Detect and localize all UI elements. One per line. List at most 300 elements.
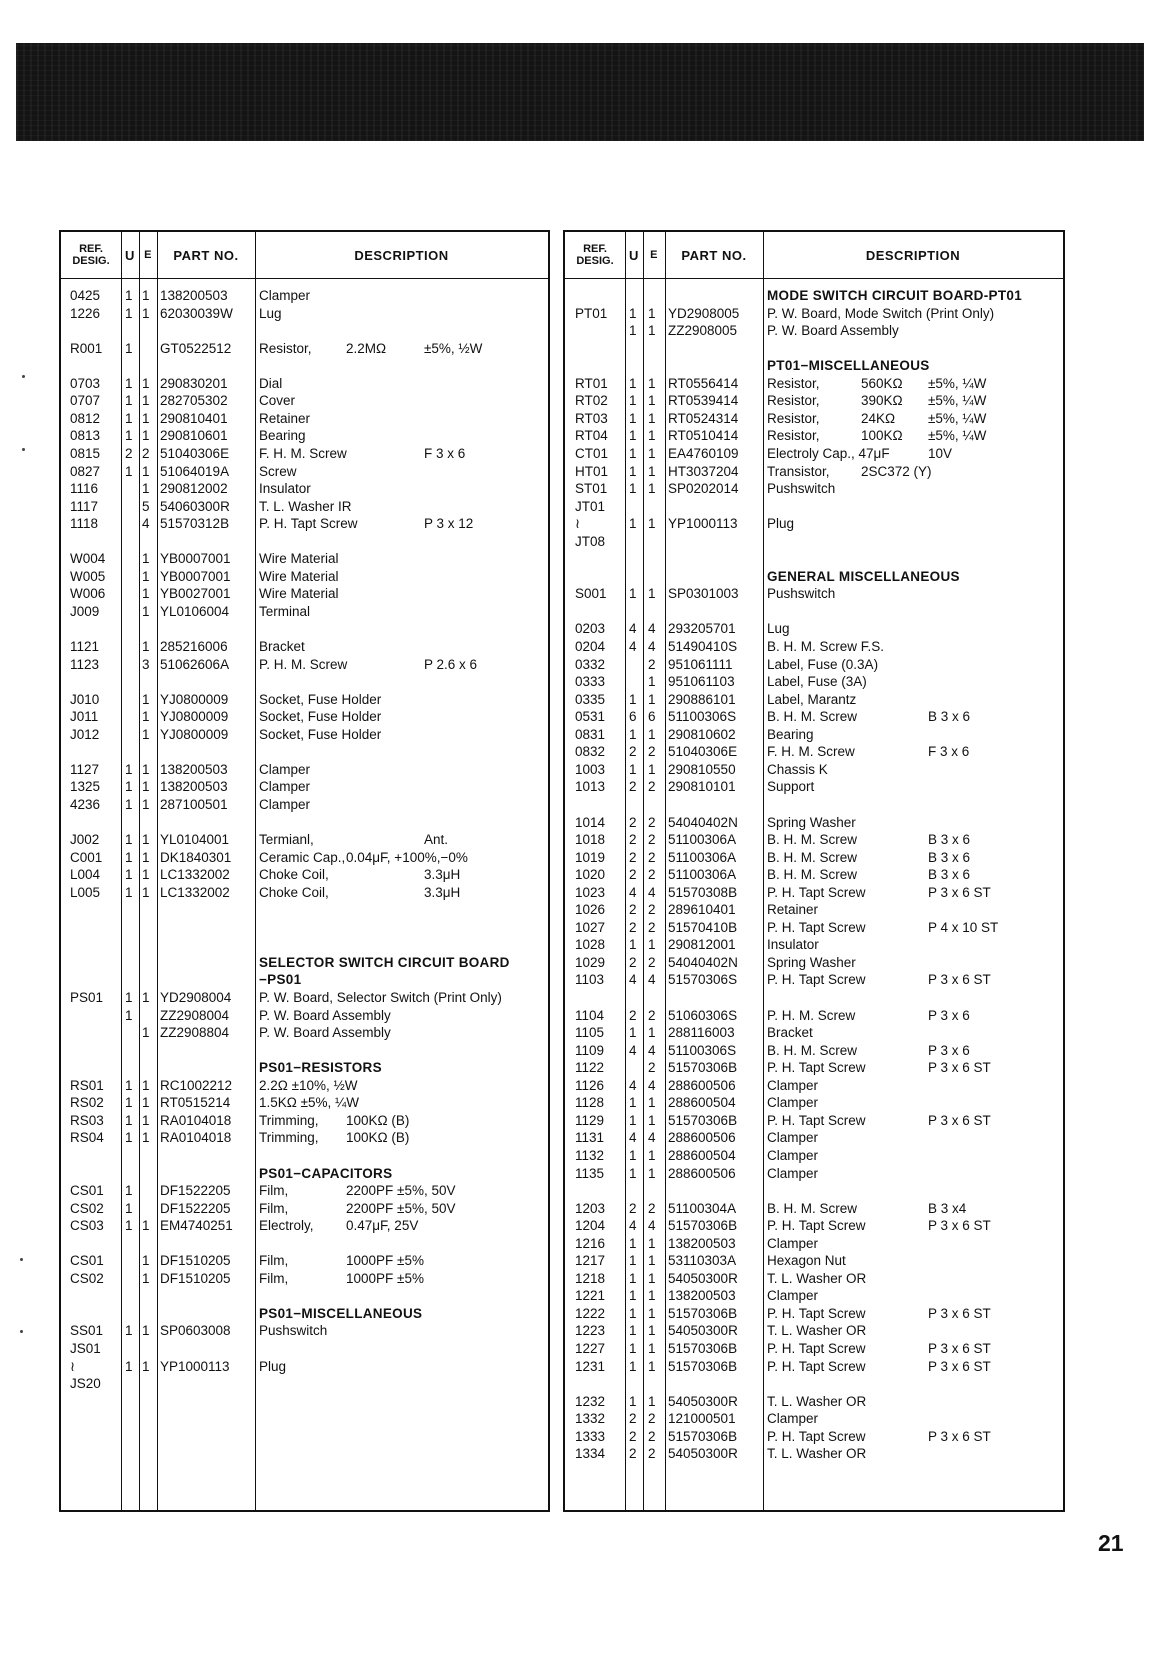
e-qty: 1: [142, 761, 150, 777]
description: Choke Coil,: [259, 884, 329, 900]
u-qty: 1: [629, 375, 637, 391]
u-qty: 2: [629, 902, 637, 918]
parts-row: [565, 778, 1063, 796]
part-number: 51060306S: [668, 1007, 738, 1023]
u-qty: 1: [125, 1130, 133, 1146]
e-qty: 1: [142, 1270, 150, 1286]
parts-row: [565, 305, 1063, 323]
parts-row: [61, 1094, 548, 1112]
u-qty: 2: [629, 832, 637, 848]
ref-desig: J012: [70, 726, 100, 742]
u-qty: 4: [629, 639, 637, 654]
parts-row: [61, 866, 548, 884]
ref-desig: 1217: [575, 1253, 606, 1269]
part-number: 51570306B: [668, 1341, 738, 1356]
description-value: 100KΩ (B): [346, 1112, 410, 1128]
part-number: 51570306S: [668, 972, 738, 988]
ref-desig: 1018: [575, 832, 606, 848]
ref-desig: 0203: [575, 621, 606, 637]
u-qty: 1: [125, 867, 133, 883]
e-qty: 1: [142, 586, 150, 602]
u-qty: 1: [629, 463, 637, 479]
section-heading: [61, 954, 548, 972]
ref-desig: W004: [70, 551, 106, 567]
e-qty: 4: [648, 972, 656, 988]
part-number: 51100306A: [668, 849, 737, 865]
ref-desig: PT01: [575, 305, 608, 321]
parts-row: [565, 585, 1063, 603]
parts-row: [565, 1340, 1063, 1358]
parts-row: [565, 708, 1063, 726]
u-qty: 1: [629, 1165, 637, 1181]
part-number: YP1000113: [668, 516, 738, 532]
parts-row: [61, 568, 548, 586]
parts-row: [565, 971, 1063, 989]
e-qty: 1: [648, 428, 656, 444]
part-number: 288600504: [668, 1095, 736, 1111]
description: Clamper: [259, 761, 311, 777]
e-qty: 1: [648, 445, 656, 461]
e-qty: 1: [142, 691, 150, 707]
part-number: 51062606A: [160, 656, 230, 672]
part-number: 288600506: [668, 1077, 736, 1093]
part-number: 285216006: [160, 639, 228, 654]
ref-desig: ST01: [575, 481, 608, 497]
ref-desig: 0812: [70, 410, 101, 426]
e-qty: 2: [648, 1007, 656, 1023]
ref-desig: 0815: [70, 445, 101, 461]
ref-desig: L005: [70, 884, 101, 900]
parts-row: [565, 1165, 1063, 1183]
u-qty: 1: [629, 516, 637, 532]
parts-row: [565, 533, 1063, 551]
description-spec: ±5%, ¼W: [928, 410, 987, 426]
description: Plug: [767, 516, 795, 532]
e-qty: 1: [648, 1393, 656, 1409]
e-qty: 3: [142, 656, 150, 672]
margin-mark: [20, 1330, 23, 1333]
u-qty: 2: [629, 1007, 637, 1023]
description: Terminal: [259, 603, 311, 619]
ref-desig: 1127: [70, 761, 100, 777]
description: Film,: [259, 1253, 289, 1269]
e-qty: 1: [648, 1095, 656, 1111]
description: Ceramic Cap.,: [259, 849, 346, 865]
margin-mark: [20, 1258, 23, 1261]
ref-desig: 1129: [575, 1112, 605, 1128]
part-number: SP0603008: [160, 1323, 231, 1339]
u-qty: 1: [629, 305, 637, 321]
part-number: 287100501: [160, 796, 228, 812]
description: Trimming,: [259, 1130, 319, 1146]
description-spec: B 3 x 6: [928, 849, 971, 865]
u-qty: 2: [629, 1200, 637, 1216]
u-qty: 1: [629, 937, 637, 953]
parts-row: [565, 375, 1063, 393]
description: Dial: [259, 375, 283, 391]
parts-row: [565, 1007, 1063, 1025]
e-qty: 4: [648, 1130, 656, 1146]
description-spec: P 2.6 x 6: [424, 656, 478, 672]
description: Socket, Fuse Holder: [259, 709, 382, 725]
parts-row: [565, 1270, 1063, 1288]
description: T. L. Washer OR: [767, 1446, 867, 1462]
u-qty: 1: [125, 393, 133, 409]
description-spec: B 3 x 6: [928, 709, 971, 725]
e-qty: 1: [648, 1341, 656, 1356]
parts-row: [61, 638, 548, 656]
e-qty: 2: [648, 744, 656, 760]
part-no-header: PART NO.: [681, 247, 747, 263]
e-qty: 1: [648, 674, 656, 690]
part-number: 290810550: [668, 761, 736, 777]
description: Insulator: [767, 937, 819, 953]
description: P. H. Tapt Screw: [767, 1112, 866, 1128]
part-number: 288600504: [668, 1147, 736, 1163]
ref-desig: JT08: [575, 533, 606, 549]
description: P. H. Tapt Screw: [767, 1060, 866, 1076]
u-qty: 1: [125, 288, 133, 303]
parts-row: [565, 392, 1063, 410]
ref-desig: 1104: [575, 1007, 605, 1023]
parts-row: [565, 620, 1063, 638]
ref-desig: RT03: [575, 410, 608, 426]
description-value: 100KΩ: [861, 428, 903, 444]
u-qty: 1: [629, 1358, 637, 1374]
part-number: 51570306B: [668, 1358, 738, 1374]
e-qty: 1: [648, 1025, 656, 1041]
parts-row: [565, 936, 1063, 954]
description: Wire Material: [259, 586, 339, 602]
ref-desig: L004: [70, 867, 101, 883]
parts-row: [61, 392, 548, 410]
u-qty: 1: [125, 1183, 133, 1199]
e-qty: 1: [648, 323, 656, 339]
e-qty: 1: [648, 1270, 656, 1286]
parts-row: [565, 814, 1063, 832]
parts-row: [565, 427, 1063, 445]
u-qty: 4: [629, 972, 637, 988]
description-value: 1000PF ±5%: [346, 1253, 424, 1269]
part-number: DF1522205: [160, 1200, 231, 1216]
description: B. H. M. Screw: [767, 709, 858, 725]
description: B. H. M. Screw: [767, 832, 858, 848]
e-qty: 1: [648, 463, 656, 479]
part-number: 290812002: [160, 481, 228, 497]
e-header: E: [144, 249, 152, 261]
description: Trimming,: [259, 1112, 319, 1128]
parts-row: [61, 1252, 548, 1270]
e-qty: 1: [648, 1358, 656, 1374]
e-qty: 1: [142, 463, 150, 479]
section-heading: [61, 971, 548, 989]
part-number: RT0556414: [668, 375, 739, 391]
ref-desig: CS01: [70, 1183, 104, 1199]
part-number: 951061111: [668, 656, 733, 672]
part-number: 54040402N: [668, 814, 738, 830]
ref-desig: RS03: [70, 1112, 104, 1128]
part-number: 51100306S: [668, 709, 737, 725]
part-number: DK1840301: [160, 849, 232, 865]
description: Hexagon Nut: [767, 1253, 846, 1269]
description: Cover: [259, 393, 296, 409]
parts-row: [565, 410, 1063, 428]
parts-row: [61, 691, 548, 709]
description: P. W. Board Assembly: [767, 323, 899, 339]
u-qty: 1: [629, 1270, 637, 1286]
e-qty: 1: [142, 375, 150, 391]
parts-row: [61, 1322, 548, 1340]
section-title: MODE SWITCH CIRCUIT BOARD-PT01: [767, 288, 1022, 303]
e-qty: 4: [648, 1042, 656, 1058]
ref-desig: 1203: [575, 1200, 606, 1216]
description: P. H. Tapt Screw: [767, 972, 866, 988]
ref-desig: 1218: [575, 1270, 606, 1286]
e-qty: 2: [648, 919, 656, 935]
description-value: 390KΩ: [861, 393, 903, 409]
part-number: 51570306B: [668, 1428, 738, 1444]
part-number: YB0007001: [160, 551, 231, 567]
part-number: 138200503: [160, 761, 228, 777]
parts-row: [565, 1305, 1063, 1323]
u-qty: 1: [629, 1393, 637, 1409]
parts-row: [61, 305, 548, 323]
e-qty: 6: [648, 709, 656, 725]
parts-row: [61, 831, 548, 849]
part-number: 293205701: [668, 621, 736, 637]
part-number: 289610401: [668, 902, 736, 918]
part-number: SP0202014: [668, 481, 739, 497]
description: P. W. Board, Selector Switch (Print Only): [259, 990, 502, 1005]
u-qty: 1: [629, 1288, 637, 1304]
u-qty: 1: [629, 481, 637, 497]
ref-desig: RT02: [575, 393, 608, 409]
part-number: 121000501: [668, 1411, 736, 1427]
parts-row: [61, 340, 548, 358]
ref-desig: 1227: [575, 1341, 606, 1356]
e-qty: 1: [142, 1095, 150, 1111]
description-spec: F 3 x 6: [424, 445, 466, 461]
e-qty: 2: [648, 779, 656, 795]
e-qty: 1: [142, 796, 150, 812]
ref-desig: CS02: [70, 1270, 104, 1286]
ref-desig: 1334: [575, 1446, 606, 1462]
parts-row: [61, 726, 548, 744]
e-qty: 2: [648, 1200, 656, 1216]
description: Lug: [259, 305, 282, 321]
description-spec: ±5%, ¼W: [928, 428, 987, 444]
description: T. L. Washer OR: [767, 1323, 867, 1339]
description-spec: P 3 x 6 ST: [928, 1218, 991, 1234]
ref-desig: 1333: [575, 1428, 606, 1444]
parts-row: [61, 1007, 548, 1025]
description-spec: P 3 x 6 ST: [928, 1358, 991, 1374]
ref-desig-header: REF. DESIG.: [72, 243, 110, 267]
e-qty: 2: [648, 849, 656, 865]
u-header: U: [125, 247, 135, 263]
ref-desig: RS04: [70, 1130, 104, 1146]
description-spec: P 3 x 6 ST: [928, 1305, 991, 1321]
parts-row: [565, 901, 1063, 919]
ref-desig: 0813: [70, 428, 101, 444]
e-qty: 1: [648, 691, 656, 707]
part-no-header: PART NO.: [173, 247, 239, 263]
description: B. H. M. Screw F.S.: [767, 639, 885, 654]
parts-row: [565, 1077, 1063, 1095]
ref-desig: 1128: [575, 1095, 605, 1111]
description: Socket, Fuse Holder: [259, 726, 382, 742]
parts-row: [565, 1358, 1063, 1376]
description: T. L. Washer IR: [259, 498, 352, 514]
part-number: RT0515214: [160, 1095, 231, 1111]
description: Film,: [259, 1183, 289, 1199]
u-qty: 4: [629, 621, 637, 637]
parts-row: [61, 1129, 548, 1147]
parts-row: [61, 515, 548, 533]
e-qty: 4: [648, 621, 656, 637]
ref-desig: 0335: [575, 691, 606, 707]
parts-row: [565, 1252, 1063, 1270]
e-qty: 1: [142, 551, 150, 567]
e-qty: 1: [648, 1323, 656, 1339]
description: Resistor,: [767, 393, 820, 409]
parts-row: [565, 638, 1063, 656]
parts-row: [61, 796, 548, 814]
parts-row: [61, 603, 548, 621]
description: F. H. M. Screw: [767, 744, 855, 760]
ref-desig-header: REF. DESIG.: [576, 243, 614, 267]
section-heading: [61, 1305, 548, 1323]
e-qty: 2: [648, 954, 656, 970]
section-heading: [61, 1059, 548, 1077]
description: P. W. Board Assembly: [259, 1025, 391, 1041]
part-number: RT0510414: [668, 428, 739, 444]
u-qty: 2: [629, 867, 637, 883]
ref-desig: ≀: [575, 516, 581, 532]
description: Resistor,: [259, 340, 312, 356]
e-qty: 1: [648, 1305, 656, 1321]
e-qty: 1: [648, 1235, 656, 1251]
description-spec: ±5%, ¼W: [928, 393, 987, 409]
u-qty: 1: [629, 428, 637, 444]
ref-desig: ≀: [70, 1358, 76, 1374]
part-number: SP0301003: [668, 586, 739, 602]
part-number: 138200503: [160, 779, 228, 795]
description: T. L. Washer OR: [767, 1393, 867, 1409]
description: Resistor,: [767, 428, 820, 444]
description-spec: P 3 x 6 ST: [928, 1112, 991, 1128]
part-number: YD2908005: [668, 305, 740, 321]
part-number: 51570410B: [668, 919, 738, 935]
description: P. H. M. Screw: [259, 656, 348, 672]
ref-desig: C001: [70, 849, 103, 865]
margin-mark: [22, 448, 25, 451]
u-qty: 6: [629, 709, 637, 725]
parts-row: [61, 287, 548, 305]
e-qty: 5: [142, 498, 150, 514]
ref-desig: 1131: [575, 1130, 605, 1146]
e-qty: 2: [142, 445, 150, 461]
u-qty: 1: [629, 586, 637, 602]
ref-desig: 1023: [575, 884, 606, 900]
description: Bearing: [767, 726, 814, 742]
u-qty: 1: [629, 1253, 637, 1269]
description: B. H. M. Screw: [767, 1042, 858, 1058]
description: Wire Material: [259, 568, 339, 584]
ref-desig: JS01: [70, 1341, 101, 1356]
description-spec: Ant.: [424, 832, 449, 848]
description: P. H. Tapt Screw: [767, 884, 866, 900]
section-title: PS01−RESISTORS: [259, 1060, 382, 1076]
ref-desig: PS01: [70, 990, 104, 1005]
description: Label, Fuse (3A): [767, 674, 867, 690]
u-header: U: [629, 247, 639, 263]
description: Chassis K: [767, 761, 828, 777]
ref-desig: RS01: [70, 1077, 104, 1093]
u-qty: 4: [629, 1218, 637, 1234]
description: Support: [767, 779, 815, 795]
u-qty: 2: [629, 1428, 637, 1444]
e-qty: 1: [142, 639, 150, 654]
ref-desig: 1029: [575, 954, 606, 970]
e-qty: 1: [142, 867, 150, 883]
part-number: 51040306E: [668, 744, 738, 760]
u-qty: 2: [629, 779, 637, 795]
u-qty: 1: [125, 1077, 133, 1093]
description-spec: P 3 x 6: [928, 1042, 970, 1058]
part-number: YL0104001: [160, 832, 230, 848]
ref-desig: 1204: [575, 1218, 606, 1234]
part-number: 51490410S: [668, 639, 738, 654]
e-qty: 1: [142, 1077, 150, 1093]
part-number: 290810602: [668, 726, 736, 742]
description: Choke Coil,: [259, 867, 329, 883]
parts-row: [565, 1428, 1063, 1446]
u-qty: 1: [629, 1323, 637, 1339]
ref-desig: 1116: [70, 481, 99, 497]
u-qty: 1: [125, 463, 133, 479]
u-qty: 1: [125, 1218, 133, 1234]
description: Clamper: [767, 1165, 819, 1181]
description-value: 2200PF ±5%, 50V: [346, 1183, 456, 1199]
ref-desig: J009: [70, 603, 100, 619]
e-qty: 2: [648, 1446, 656, 1462]
part-number: 290810101: [668, 779, 736, 795]
part-number: EA4760109: [668, 445, 739, 461]
u-qty: 1: [125, 410, 133, 426]
description-spec: B 3 x 6: [928, 867, 971, 883]
description: Resistor,: [767, 410, 820, 426]
e-qty: 1: [142, 1323, 150, 1339]
e-qty: 1: [648, 1147, 656, 1163]
description-value: 2SC372 (Y): [861, 463, 932, 479]
description: P. H. Tapt Screw: [767, 1358, 866, 1374]
part-number: 290886101: [668, 691, 736, 707]
section-title: GENERAL MISCELLANEOUS: [767, 568, 960, 584]
e-qty: 1: [142, 288, 150, 303]
u-qty: 1: [125, 375, 133, 391]
part-number: DF1510205: [160, 1270, 231, 1286]
description-value: 24KΩ: [861, 410, 896, 426]
parts-row: [565, 1147, 1063, 1165]
description: Spring Washer: [767, 954, 856, 970]
part-number: RC1002212: [160, 1077, 233, 1093]
e-qty: 1: [142, 1358, 150, 1374]
part-number: LC1332002: [160, 867, 230, 883]
parts-row: [61, 778, 548, 796]
description-spec: P 4 x 10 ST: [928, 919, 999, 935]
parts-row: [61, 1358, 548, 1376]
